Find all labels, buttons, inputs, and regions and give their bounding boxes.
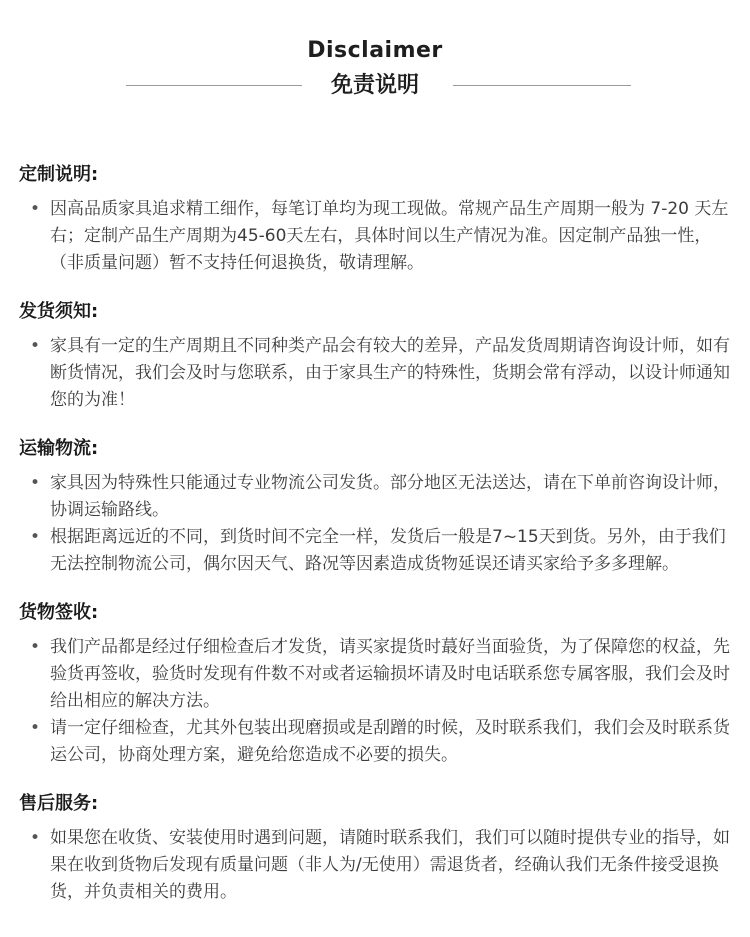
- section-title: 运输物流:: [19, 438, 99, 459]
- bullet-item: [0, 634, 750, 715]
- bullet-dot-icon: •: [30, 336, 41, 356]
- bullet-item: [0, 470, 750, 524]
- section-custom-order: [0, 160, 750, 277]
- bullet-item: [0, 196, 750, 277]
- bullet-dot-icon: •: [30, 199, 41, 219]
- bullet-text: 如果您在收货、安装使用时遇到问题，请随时联系我们，我们可以随时提供专业的指导，如果在收到货物后发现有质量问题（非人为/无使用）需退货者，经确认我们无条件接受退换货，并负责相关的费用。: [50, 828, 730, 902]
- bullet-dot-icon: •: [30, 637, 41, 657]
- page-title-chinese: 免责说明: [330, 73, 419, 98]
- section-title: 货物签收:: [19, 602, 99, 623]
- bullet-item: [0, 524, 750, 578]
- bullet-text: 因高品质家具追求精工细作，每笔订单均为现工现做。常规产品生产周期一般为 7-20 天左右；定制产品生产周期为45-60天左右，具体时间以生产情况为准。因定制产品独一性，（非质量问题）暂不支持任何退换货，敬请理解。: [50, 199, 729, 273]
- divider-right: [453, 85, 631, 86]
- disclaimer-content: [0, 160, 750, 926]
- bullet-text: 家具因为特殊性只能通过专业物流公司发货。部分地区无法送达，请在下单前咨询设计师，协调运输路线。: [50, 473, 730, 520]
- bullet-item: [0, 715, 750, 769]
- bullet-dot-icon: •: [30, 828, 41, 848]
- section-logistics: [0, 434, 750, 578]
- section-title: 发货须知:: [19, 301, 99, 322]
- section-after-sales: [0, 789, 750, 906]
- section-receipt: [0, 598, 750, 769]
- bullet-text: 根据距离远近的不同，到货时间不完全一样，发货后一般是7~15天到货。另外，由于我们无法控制物流公司，偶尔因天气、路况等因素造成货物延误还请买家给予多多理解。: [50, 527, 726, 574]
- section-shipping-notice: [0, 297, 750, 414]
- page-title-english: Disclaimer: [307, 38, 443, 63]
- section-title: 定制说明:: [19, 164, 99, 185]
- bullet-item: [0, 333, 750, 414]
- disclaimer-header: [0, 36, 750, 104]
- bullet-dot-icon: •: [30, 473, 41, 493]
- bullet-item: [0, 825, 750, 906]
- bullet-text: 请一定仔细检查，尤其外包装出现磨损或是刮蹭的时候，及时联系我们，我们会及时联系货运公司，协商处理方案，避免给您造成不必要的损失。: [50, 718, 730, 765]
- bullet-text: 家具有一定的生产周期且不同种类产品会有较大的差异，产品发货周期请咨询设计师，如有断货情况，我们会及时与您联系，由于家具生产的特殊性，货期会常有浮动，以设计师通知您的为准！: [50, 336, 730, 410]
- bullet-text: 我们产品都是经过仔细检查后才发货，请买家提货时蕞好当面验货，为了保障您的权益，先验货再签收，验货时发现有件数不对或者运输损坏请及时电话联系您专属客服，我们会及时给出相应的解决方法。: [50, 637, 730, 711]
- title-row: [0, 68, 750, 104]
- divider-left: [126, 85, 302, 86]
- bullet-dot-icon: •: [30, 527, 41, 547]
- section-title: 售后服务:: [19, 793, 99, 814]
- bullet-dot-icon: •: [30, 718, 41, 738]
